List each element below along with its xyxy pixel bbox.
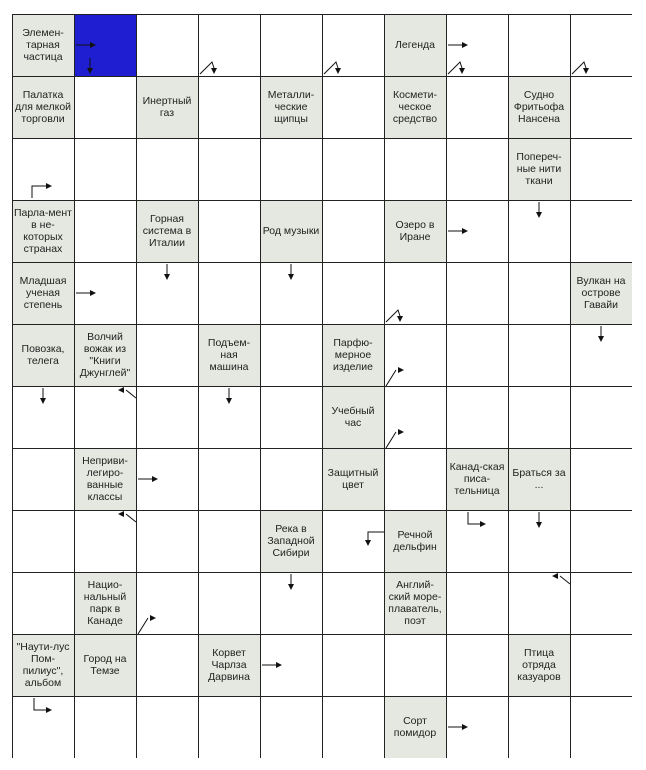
clue-text: Защитный цвет <box>327 467 379 491</box>
clue-text: Элемен-тарная частица <box>22 27 64 63</box>
clue-text: Речной дельфин <box>393 529 437 553</box>
clue-text: Легенда <box>395 39 435 51</box>
arrow-diag-0-9-head <box>583 68 589 74</box>
arrow-right-11-7-head <box>462 724 468 730</box>
arrow-down-5-9-head <box>598 336 604 342</box>
arrow-diag-9-2 <box>138 618 148 634</box>
arrow-right-4-1-head <box>90 290 96 296</box>
arrow-right-10-4-head <box>276 662 282 668</box>
arrow-diag-9-8 <box>560 576 570 584</box>
arrow-diag-0-5-head <box>335 68 341 74</box>
clue-text: Город на Темзе <box>83 653 127 677</box>
arrow-right-3-7-head <box>462 228 468 234</box>
arrow-down-6-0-head <box>40 398 46 404</box>
arrow-diag-9-8-head <box>552 573 558 579</box>
arrow-right-7-2-head <box>152 476 158 482</box>
grid-lines <box>12 14 632 758</box>
arrow-diag-6-1-head <box>118 387 124 393</box>
arrow-down-8-8-head <box>536 522 542 528</box>
arrow-leftdown-8-5 <box>368 532 384 540</box>
arrow-upright-2-0 <box>32 186 46 198</box>
arrow-diag-6-1 <box>126 390 136 398</box>
clue-text: Младшая ученая степень <box>19 275 67 311</box>
arrow-diag-6-6-head <box>398 429 404 435</box>
clue-text: Космети-ческое средство <box>392 89 438 125</box>
clue-text: Нацио-нальный парк в Канаде <box>83 579 127 627</box>
arrow-downright-8-7 <box>468 512 480 524</box>
arrow-downright-8-7-head <box>480 521 486 527</box>
arrow-diag-5-6-head <box>398 367 404 373</box>
arrow-diag-0-7b-head <box>459 68 465 74</box>
arrow-down-9-4-head <box>288 584 294 590</box>
arrow-diag-8-1-head <box>118 511 124 517</box>
clue-text: Парфю-мерное изделие <box>333 337 373 373</box>
clue-text: Птица отряда казуаров <box>517 647 561 683</box>
arrow-down-4-4-head <box>288 274 294 280</box>
arrow-diag-8-1 <box>126 514 136 522</box>
arrow-diag-0-3-head <box>211 68 217 74</box>
clue-text: Попереч-ные нити ткани <box>516 151 562 187</box>
clue-text: Судно Фритьофа Нансена <box>513 89 565 125</box>
arrow-diag-5-6 <box>386 370 396 386</box>
arrow-diag-6-6 <box>386 432 396 448</box>
arrow-down-4-2-head <box>164 274 170 280</box>
clue-text: Горная система в Италии <box>142 213 192 249</box>
clue-text: Металли-ческие щипцы <box>267 89 315 125</box>
clue-text: Канад-ская писа-тельница <box>449 461 505 497</box>
arrow-leftdown-8-5-head <box>365 540 371 546</box>
clue-text: Парла-мент в не-которых странах <box>14 207 72 255</box>
clue-text: Волчий вожак из "Книги Джунглей" <box>79 331 131 379</box>
arrow-downright-11-0-head <box>46 707 52 713</box>
clue-text: Сорт помидор <box>393 715 437 739</box>
clue-text: Вулкан на острове Гавайи <box>576 275 626 311</box>
clue-text: Англий-ский море-плаватель, поэт <box>388 579 442 627</box>
arrow-upright-2-0-head <box>46 183 52 189</box>
arrow-down-6-3-head <box>226 398 232 404</box>
arrow-down-0-1-head <box>87 68 93 74</box>
clue-text: Река в Западной Сибири <box>267 523 315 559</box>
arrow-right-0-1-head <box>90 42 96 48</box>
crossword-grid <box>12 14 632 758</box>
clue-text: "Наути-лус Пом-пилиус", альбом <box>16 641 70 689</box>
clue-text: Подъем-ная машина <box>207 337 251 373</box>
clue-text: Инертный газ <box>142 95 192 119</box>
arrow-right-0-7-head <box>462 42 468 48</box>
clue-text: Браться за ... <box>512 467 566 491</box>
clue-text: Корвет Чарлза Дарвина <box>208 647 250 683</box>
arrow-diag-9-2-head <box>150 615 156 621</box>
clue-text: Неприви-легиро-ванные классы <box>82 455 128 503</box>
clue-text: Учебный час <box>331 405 375 429</box>
arrow-diag-4-6-head <box>397 316 403 322</box>
clue-text: Палатка для мелкой торговли <box>14 89 72 125</box>
clue-text: Род музыки <box>262 225 320 237</box>
arrow-downright-11-0 <box>34 698 46 710</box>
clue-text: Повозка, телега <box>21 343 65 367</box>
arrow-down-3-8-head <box>536 212 542 218</box>
clue-text: Озеро в Иране <box>395 219 435 243</box>
